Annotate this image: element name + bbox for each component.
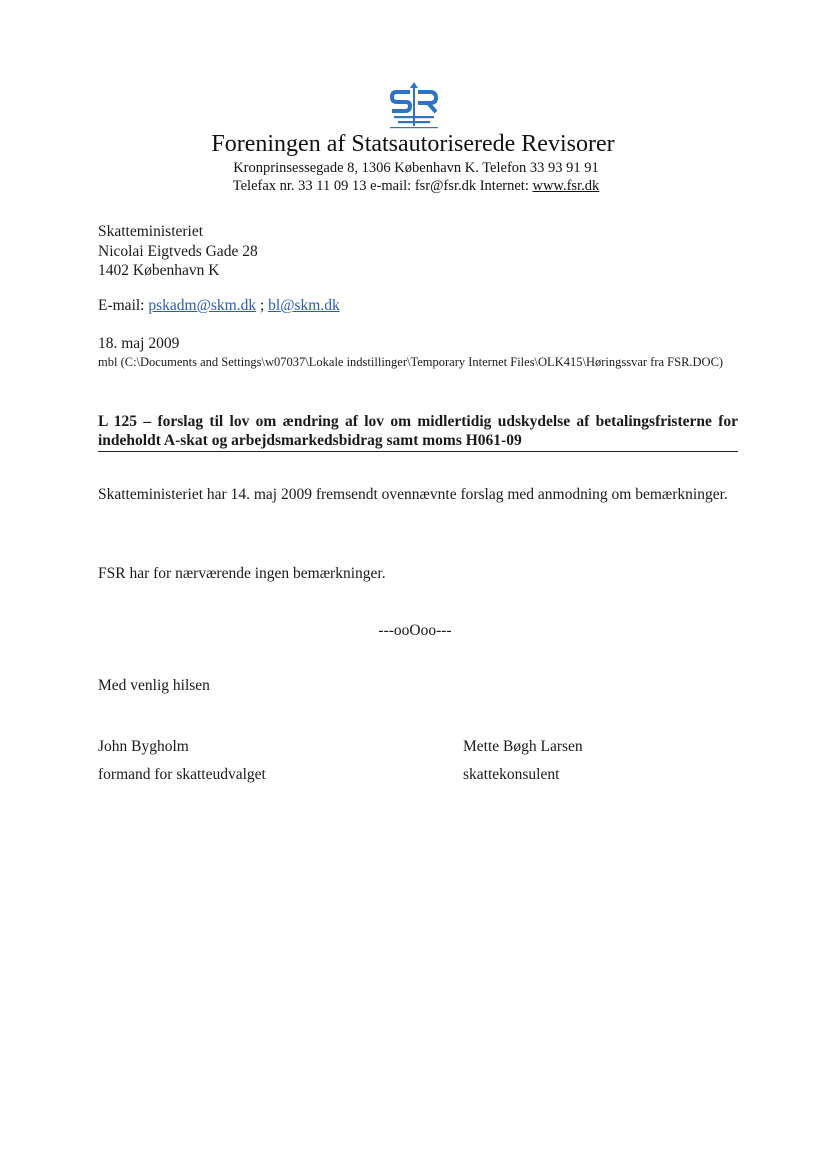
organization-name: Foreningen af Statsautoriserede Revisorer xyxy=(211,131,615,157)
closing-greeting: Med venlig hilsen xyxy=(98,677,210,694)
signatory-name: Mette Bøgh Larsen xyxy=(463,738,583,755)
organization-contact xyxy=(0,178,826,195)
signature-block-right xyxy=(463,733,583,789)
letter-date: 18. maj 2009 xyxy=(98,335,180,352)
signatory-title: formand for skatteudvalget xyxy=(98,766,266,783)
website-link[interactable]: www.fsr.dk xyxy=(532,178,600,194)
recipient-address xyxy=(98,222,258,281)
contact-details: Telefax nr. 33 11 09 13 e-mail: fsr@fsr.dk Internet: xyxy=(232,178,533,194)
email-link-1[interactable]: pskadm@skm.dk xyxy=(148,297,257,314)
recipient-city: 1402 København K xyxy=(98,262,220,279)
email-label: E-mail: xyxy=(98,297,145,314)
letter-subject: L 125 – forslag til lov om ændring af lov om midlertidig udskydelse af betalingsfristerne for indeholdt A-skat og arbejdsmarkedsbidrag samt moms H061-09 xyxy=(98,413,738,449)
section-separator: ---ooOoo--- xyxy=(378,622,452,639)
body-paragraph-1: Skatteministeriet har 14. maj 2009 fremsendt ovennævnte forslag med anmodning om bemærkninger. xyxy=(98,486,728,503)
recipient-name: Skatteministeriet xyxy=(98,223,204,240)
body-paragraph-2: FSR har for nærværende ingen bemærkninger. xyxy=(98,565,386,582)
recipient-street: Nicolai Eigtveds Gade 28 xyxy=(98,242,258,260)
email-link-2[interactable]: bl@skm.dk xyxy=(268,297,340,314)
document-path: mbl (C:\Documents and Settings\w07037\Lokale indstillinger\Temporary Internet Files\OLK415\Høringssvar fra FSR.DOC) xyxy=(98,355,724,369)
subject-underline xyxy=(98,451,738,452)
fsr-logo xyxy=(388,80,440,132)
organization-address: Kronprinsessegade 8, 1306 København K. Telefon 33 93 91 91 xyxy=(233,160,599,176)
signature-block-left xyxy=(98,733,266,789)
email-separator: ; xyxy=(259,297,265,314)
signatory-name: John Bygholm xyxy=(98,738,189,755)
signatory-title: skattekonsulent xyxy=(463,766,560,783)
email-line xyxy=(98,297,340,315)
